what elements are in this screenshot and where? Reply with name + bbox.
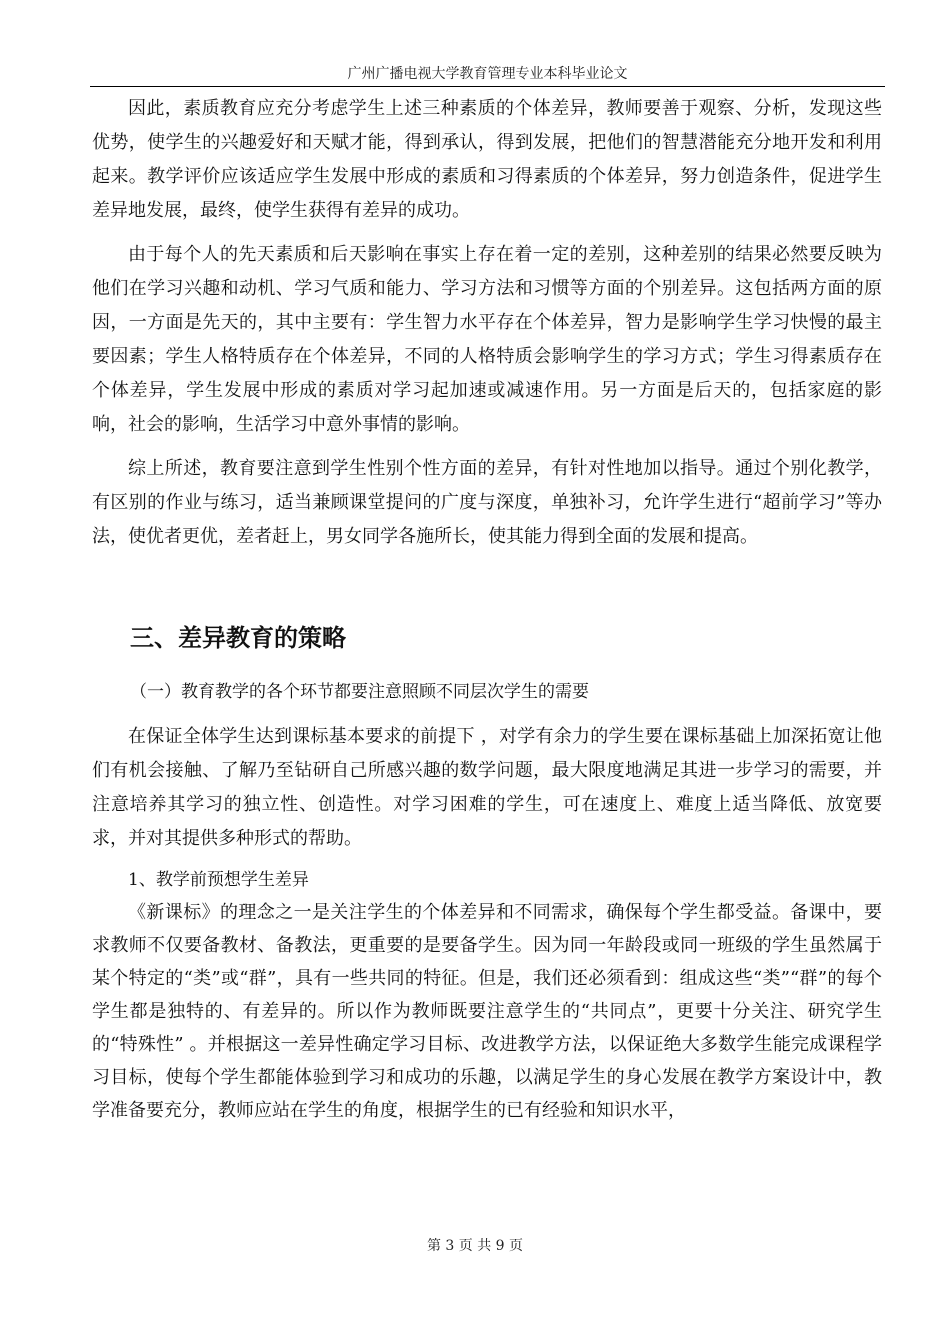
subsection-paragraph: 在保证全体学生达到课标基本要求的前提下 ，对学有余力的学生要在课标基础上加深拓宽让他们有机会接触、了解乃至钻研自己所感兴趣的数学问题，最大限度地满足其进一步学习的需要，并注意培养其学习的独立性、创造性。对学习困难的学生，可在速度上、难度上适当降低、放宽要求，并对其提供多种形式的帮助。 xyxy=(92,726,882,849)
running-header: 广州广播电视大学教育管理专业本科毕业论文 xyxy=(90,62,885,87)
page-number: 第 3 页 共 9 页 xyxy=(426,1238,524,1254)
body-paragraph-3: 综上所述，教育要注意到学生性别个性方面的差异，有针对性地加以指导。通过个别化教学，有区别的作业与练习，适当兼顾课堂提问的广度与深度，单独补习，允许学生进行“超前学习”等办法，使优者更优，差者赶上，男女同学各施所长，使其能力得到全面的发展和提高。 xyxy=(92,458,882,547)
body-paragraph-2: 由于每个人的先天素质和后天影响在事实上存在着一定的差别，这种差别的结果必然要反映为他们在学习兴趣和动机、学习气质和能力、学习方法和习惯等方面的个别差异。这包括两方面的原因，一方面是先天的，其中主要有：学生智力水平存在个体差异，智力是影响学生学习快慢的最主要因素；学生人格特质存在个体差异，不同的人格特质会影响学生的学习方式；学生习得素质存在个体差异，学生发展中形成的素质对学习起加速或减速作用。另一方面是后天的，包括家庭的影响，社会的影响，生活学习中意外事情的影响。 xyxy=(92,244,882,435)
body-paragraph-1: 因此，素质教育应充分考虑学生上述三种素质的个体差异，教师要善于观察、分析，发现这些优势，使学生的兴趣爱好和天赋才能，得到承认，得到发展，把他们的智慧潜能充分地开发和利用起来。教学评价应该适应学生发展中形成的素质和习得素质的个体差异，努力创造条件，促进学生差异地发展，最终，使学生获得有差异的成功。 xyxy=(92,98,882,221)
section-heading: 三、差异教育的策略 xyxy=(130,624,346,652)
page-body xyxy=(92,92,882,1127)
item-paragraph: 《新课标》的理念之一是关注学生的个体差异和不同需求，确保每个学生都受益。备课中，要求教师不仅要备教材、备教法，更重要的是要备学生。因为同一年龄段或同一班级的学生虽然属于某个特定的“类”或“群”，具有一些共同的特征。但是，我们还必须看到：组成这些“类”“群”的每个学生都是独特的、有差异的。所以作为教师既要注意学生的“共同点”，更要十分关注、研究学生的“特殊性” 。并根据这一差异性确定学习目标、改进教学方法，以保证绝大多数学生能完成课程学习目标，使每个学生都能体验到学习和成功的乐趣，以满足学生的身心发展在教学方案设计中，教学准备要充分，教师应站在学生的角度，根据学生的已有经验和知识水平， xyxy=(92,902,882,1121)
item-heading: 1、教学前预想学生差异 xyxy=(128,870,309,890)
subsection-heading: （一）教育教学的各个环节都要注意照顾不同层次学生的需要 xyxy=(130,682,589,702)
